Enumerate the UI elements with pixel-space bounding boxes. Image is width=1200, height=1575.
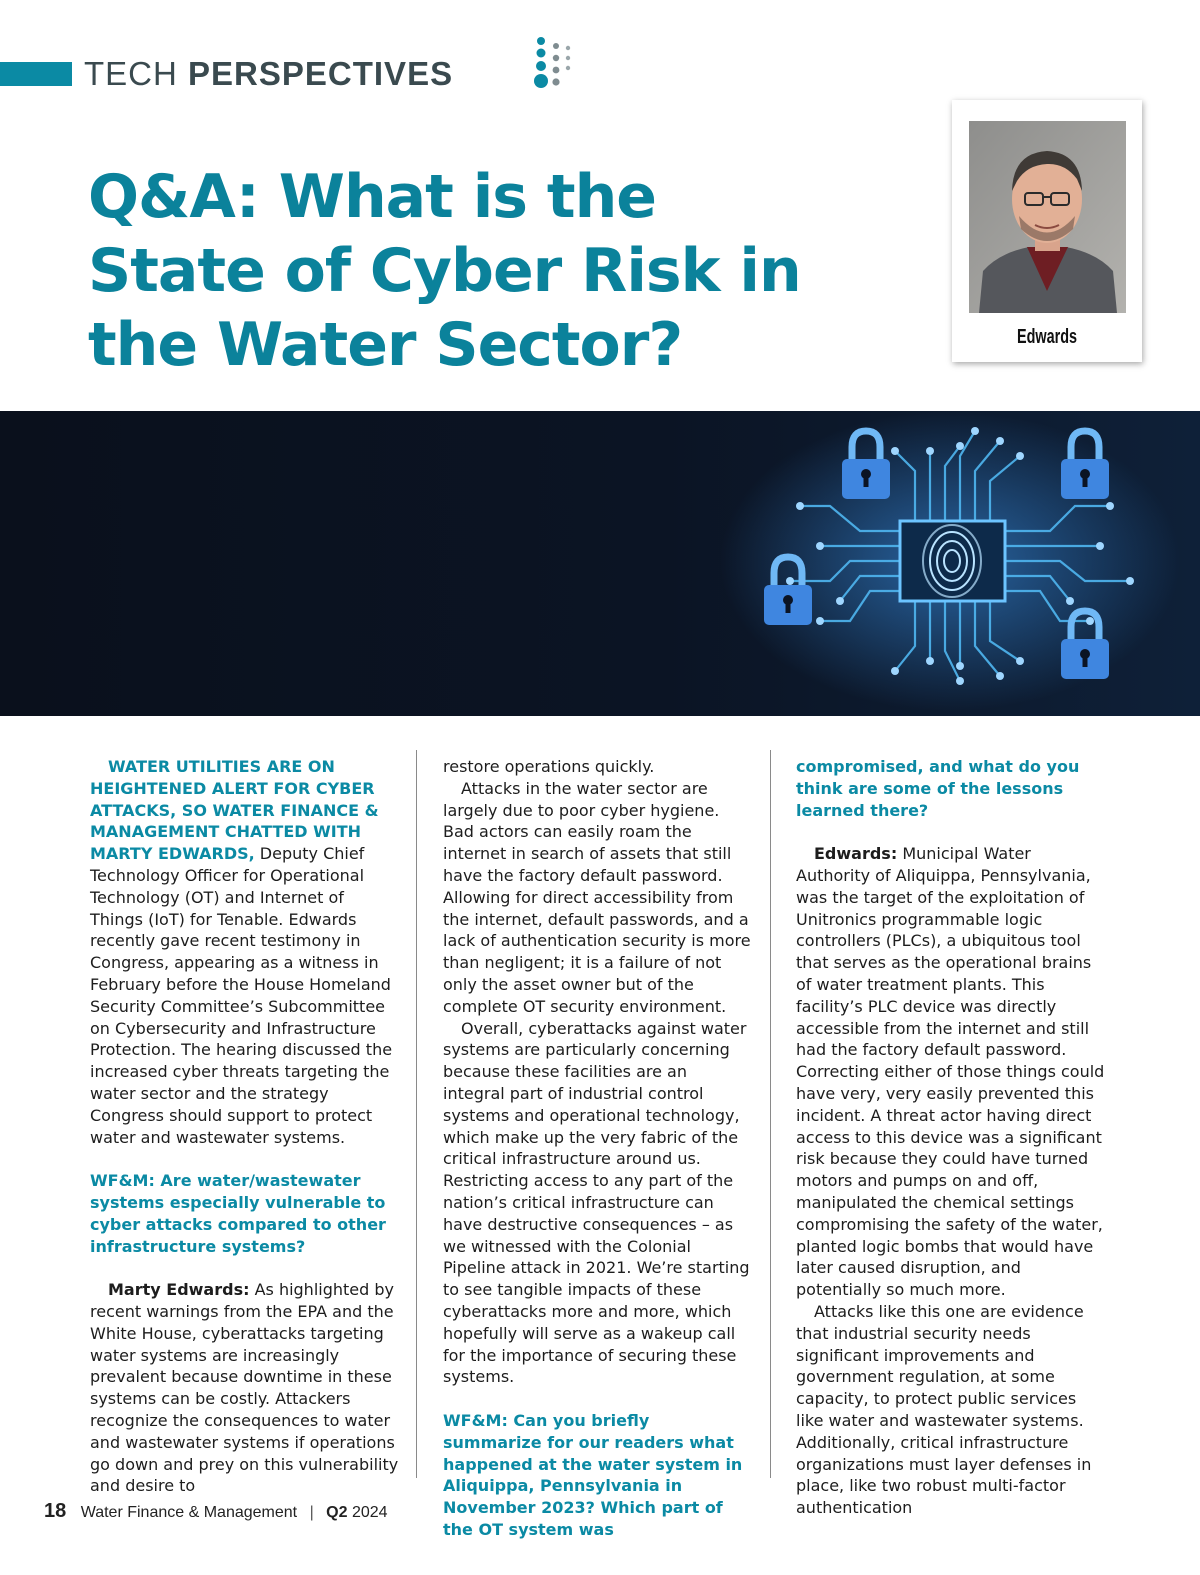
- paragraph: restore operations quickly.: [443, 757, 655, 776]
- answer-1-text: As highlighted by recent warnings from the EPA and the White House, cyberattacks targeting water systems are increasingly prevalent because downtime in these systems can be costly. Attackers recognize the consequences to water and wastewater systems if operations go down and prey on this vulnerability and desire to: [90, 1280, 399, 1496]
- page-footer: [44, 1500, 388, 1523]
- author-photo-card: [952, 100, 1142, 362]
- section-title-word1: TECH: [84, 55, 178, 92]
- section-dots-icon: [532, 36, 582, 92]
- paragraph: Overall, cyberattacks against water systems are particularly concerning because these facilities are an integral part of industrial control systems and operational technology, which make up the very fabric of the critical infrastructure around us. Restricting access to any part of the nation’s critical infrastructure can have destructive consequences – as we witnessed with the Colonial Pipeline attack in 2021. We’re starting to see tangible impacts of these cyberattacks more and more, which hopefully will serve as a wakeup call for the importance of securing these systems.: [443, 1018, 750, 1387]
- issue-quarter: Q2: [326, 1504, 348, 1521]
- answer-2-text: Municipal Water Authority of Aliquippa, Pennsylvania, was the target of the exploitation of Unitronics programmable logic controllers (PLCs), a ubiquitous tool that serves as the operational brains of water treatment plants. This facility’s PLC device was directly accessible from the internet and still had the factory default password. Correcting either of those things could have very, very easily prevented this incident. A threat actor having direct access to this device was a significant risk because they could have turned motors and pumps on and off, manipulated the chemical settings compromising the safety of the water, planted logic bombs that would have later caused disruption, and potentially so much more.: [796, 844, 1105, 1300]
- answer-1: [90, 1279, 400, 1497]
- author-photo: [969, 121, 1126, 313]
- section-title-word2: PERSPECTIVES: [188, 55, 454, 92]
- question-2: WF&M: Can you briefly summarize for our readers what happened at the water system in Aliquippa, Pennsylvania in November 2023? Which part of the OT system was: [443, 1410, 743, 1539]
- question-1: WF&M: Are water/wastewater systems especially vulnerable to cyber attacks compared to other infrastructure systems?: [90, 1171, 386, 1256]
- article-column-2: [443, 756, 753, 1541]
- answer-2: [796, 843, 1106, 1301]
- column-divider: [770, 750, 771, 1478]
- article-column-3: [796, 756, 1106, 1519]
- article-column-1: [90, 756, 400, 1497]
- answer-1-speaker: Marty Edwards:: [108, 1280, 250, 1300]
- section-accent-bar: [0, 62, 72, 86]
- column-divider: [416, 750, 417, 1478]
- intro-lead: WATER UTILITIES ARE ON HEIGHTENED ALERT FOR CYBER ATTACKS, SO WATER FINANCE & MANAGEMENT CHATTED WITH MARTY EDWARDS,: [90, 757, 379, 864]
- footer-separator: |: [309, 1504, 314, 1521]
- intro-paragraph: [90, 756, 400, 1148]
- intro-text: Deputy Chief Technology Officer for Operational Technology (OT) and Internet of Things (IoT) for Tenable. Edwards recently gave recent testimony in Congress, appearing as a witness in February before the House Homeland Security Committee’s Subcommittee on Cybersecurity and Infrastructure Protection. The hearing discussed the increased cyber threats targeting the water sector and the strategy Congress should support to protect water and wastewater systems.: [90, 844, 393, 1147]
- cyber-security-banner: [0, 411, 1200, 716]
- photo-caption: Edwards: [1016, 326, 1078, 348]
- answer-2-speaker: Edwards:: [814, 844, 898, 864]
- page-number: 18: [44, 1500, 67, 1522]
- paragraph: Attacks in the water sector are largely due to poor cyber hygiene. Bad actors can easily roam the internet in search of assets that still have the factory default password. Allowing for direct accessibility from the internet, default passwords, and a lack of authentication security is more than negligent; it is a failure of not only the asset owner but of the complete OT security environment.: [443, 778, 751, 1016]
- paragraph: Attacks like this one are evidence that industrial security needs significant improvements and government regulation, at some capacity, to protect public services like water and wastewater systems. Additionally, critical infrastructure organizations must layer defenses in place, like two robust multi-factor authentication: [796, 1301, 1092, 1518]
- publication-name: Water Finance & Management: [80, 1504, 298, 1521]
- article-headline: Q&A: What is the State of Cyber Risk in the Water Sector?: [88, 162, 801, 380]
- question-2-continued: compromised, and what do you think are some of the lessons learned there?: [796, 757, 1080, 820]
- section-title: [84, 54, 453, 94]
- issue-year: 2024: [351, 1504, 388, 1521]
